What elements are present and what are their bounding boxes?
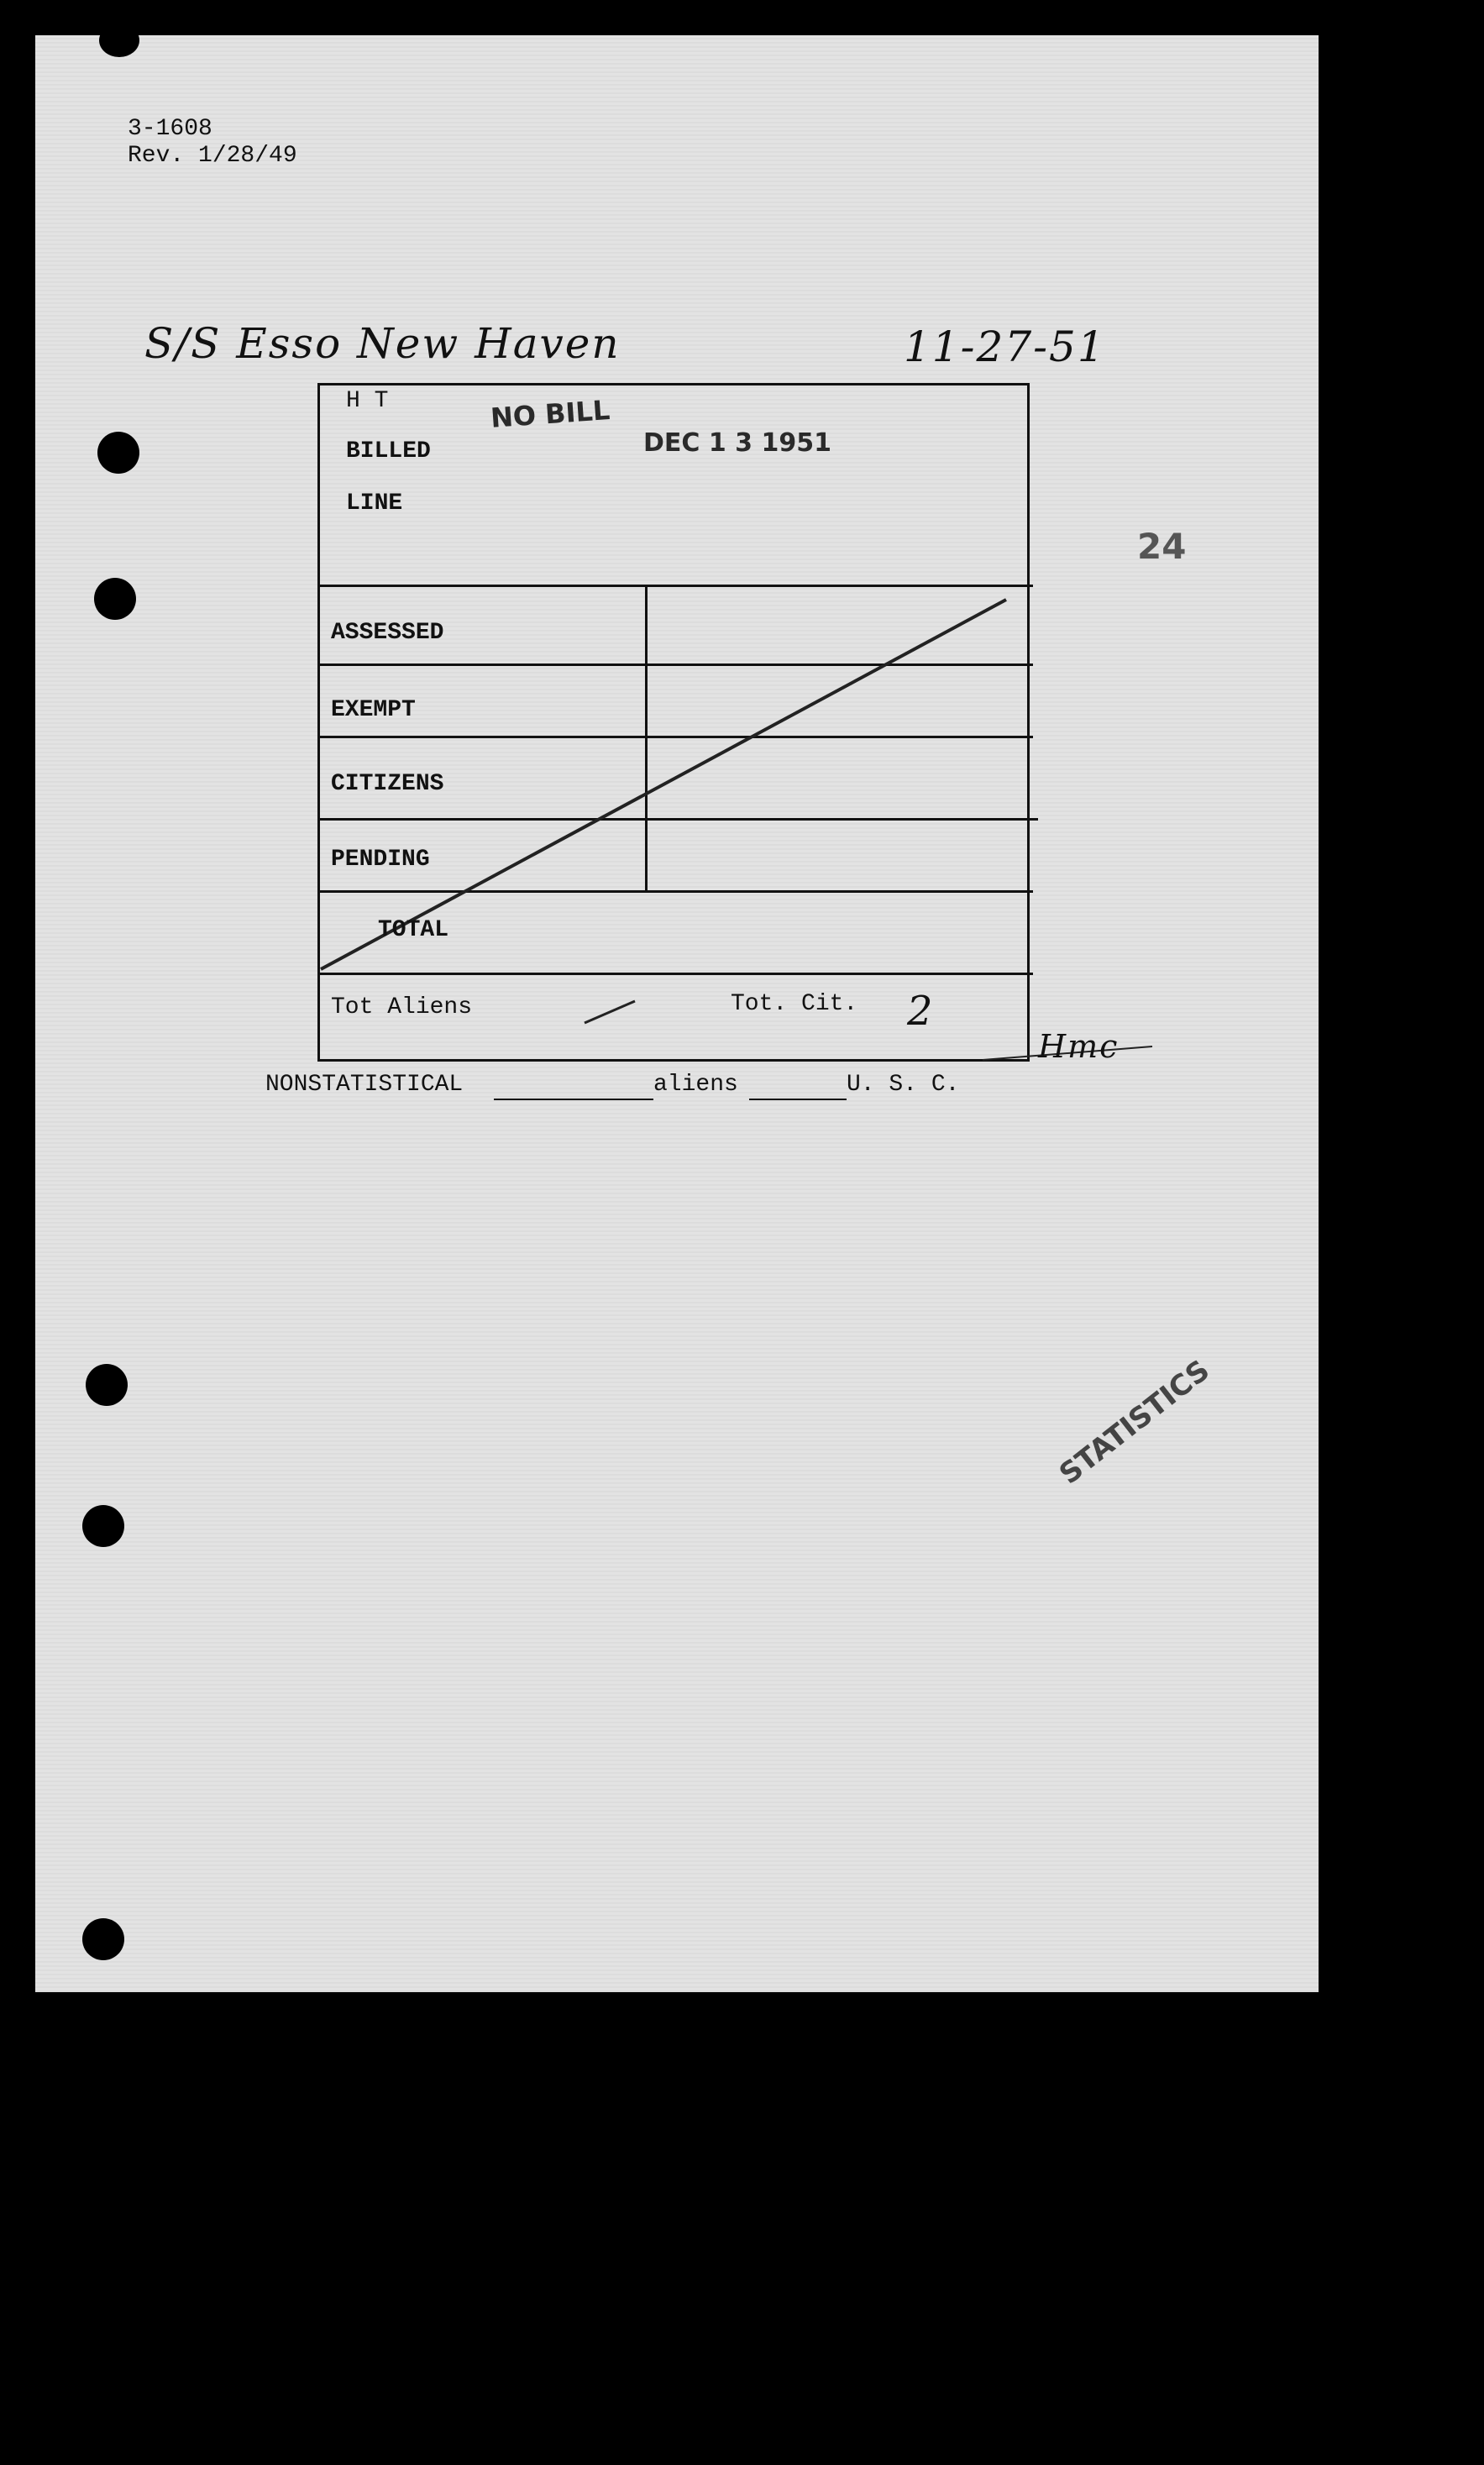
total-label: TOTAL <box>378 917 449 943</box>
tot-cit-value: 2 <box>907 988 935 1035</box>
row-label-pending: PENDING <box>331 847 430 873</box>
aliens-blank <box>749 1099 847 1100</box>
vessel-name: S/S Esso New Haven <box>144 319 621 368</box>
row-label-assessed: ASSESSED <box>331 620 444 646</box>
aliens-label: aliens <box>653 1072 738 1098</box>
handwritten-date: 11-27-51 <box>904 323 1106 371</box>
tot-aliens-dash <box>585 1001 635 1023</box>
nonstatistical-label: NONSTATISTICAL <box>265 1072 464 1098</box>
tot-aliens-label: Tot Aliens <box>331 994 473 1020</box>
tot-cit-label: Tot. Cit. <box>731 991 858 1017</box>
ht-label: H T <box>346 388 389 414</box>
billed-label: BILLED <box>346 438 431 464</box>
form-revision: Rev. 1/28/49 <box>128 143 297 169</box>
initials: Hmc <box>1038 1028 1120 1065</box>
row-label-citizens: CITIZENS <box>331 771 444 797</box>
usc-label: U. S. C. <box>847 1072 960 1098</box>
date-stamp: DEC 1 3 1951 <box>643 428 831 458</box>
page-number-stamp: 24 <box>1137 526 1187 567</box>
statistics-stamp: STATISTICS <box>1053 1353 1217 1492</box>
line-label: LINE <box>346 490 403 517</box>
nonstatistical-blank <box>494 1099 653 1100</box>
no-bill-stamp: NO BILL <box>489 394 611 434</box>
form-number: 3-1608 <box>128 116 212 142</box>
row-label-exempt: EXEMPT <box>331 697 416 723</box>
